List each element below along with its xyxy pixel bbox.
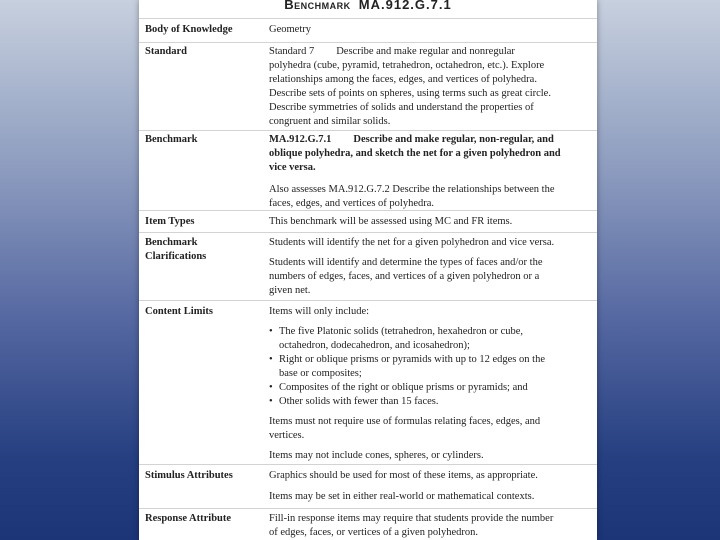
stimulus-p2: Items may be set in either real-world or mathematical contexts. (269, 491, 535, 502)
list-item: • Right or oblique prisms or pyramids with up to 12 edges on the base or composites; (269, 353, 597, 381)
label-stimulus-attributes: Stimulus Attributes (145, 470, 233, 481)
row-benchmark-clarifications (139, 232, 597, 301)
clarification-line: Students will identify and determine the types of faces and/or the (269, 257, 543, 268)
clarification-p1: Students will identify the net for a given polyhedron and vice versa. (269, 237, 555, 248)
label-content-limits: Content Limits (145, 306, 213, 317)
value-benchmark-clarifications (269, 236, 597, 298)
content-limits-line: Items must not require use of formulas relating faces, edges, and (269, 416, 541, 427)
list-item: • The five Platonic solids (tetrahedron, hexahedron or cube, octahedron, dodecahedron, and icosahedron); (269, 325, 597, 353)
benchmark-also-line: faces, edges, and vertices of polyhedra. (269, 198, 435, 209)
row-benchmark (139, 130, 597, 211)
value-benchmark (269, 133, 597, 211)
value-response-attribute (269, 512, 597, 540)
content-limits-intro: Items will only include: (269, 306, 370, 317)
label-body-of-knowledge: Body of Knowledge (145, 24, 233, 35)
list-item: • Other solids with fewer than 15 faces. (269, 395, 597, 409)
benchmark-line: vice versa. (269, 162, 316, 173)
content-limits-line: vertices. (269, 430, 305, 441)
standard-number: Standard 7 (269, 46, 315, 57)
document-title (139, 0, 597, 15)
title-code: MA.912.G.7.1 (358, 0, 452, 12)
row-item-types (139, 210, 597, 233)
row-content-limits (139, 300, 597, 465)
benchmark-code: MA.912.G.7.1 (269, 134, 332, 145)
standard-line: congruent and similar solids. (269, 116, 391, 127)
row-stimulus-attributes (139, 464, 597, 509)
label-benchmark-clarifications (145, 236, 263, 264)
value-stimulus-attributes (269, 469, 597, 504)
standard-line: relationships among the faces, edges, and vertices of polyhedra. (269, 74, 537, 85)
value-item-types: This benchmark will be assessed using MC and FR items. (269, 216, 513, 227)
content-limits-list (269, 325, 597, 409)
content-limits-p3: Items may not include cones, spheres, or cylinders. (269, 450, 484, 461)
benchmark-line: oblique polyhedra, and sketch the net for a given polyhedron and (269, 148, 561, 159)
response-line: of edges, faces, or vertices of a given polyhedron. (269, 527, 479, 538)
value-content-limits (269, 305, 597, 463)
label-benchmark: Benchmark (145, 134, 198, 145)
benchmark-also-line: Also assesses MA.912.G.7.2 Describe the relationships between the (269, 184, 555, 195)
standard-line: Describe symmetries of solids and understand the properties of (269, 102, 534, 113)
value-body-of-knowledge: Geometry (269, 24, 311, 35)
label-item-types: Item Types (145, 216, 195, 227)
stimulus-p1: Graphics should be used for most of these items, as appropriate. (269, 470, 538, 481)
standard-line: Describe sets of points on spheres, using terms such as great circle. (269, 88, 551, 99)
title-prefix: Benchmark (284, 0, 351, 12)
label-response-attribute: Response Attribute (145, 513, 232, 524)
response-line: Fill-in response items may require that students provide the number (269, 513, 554, 524)
standard-line: Describe and make regular and nonregular (336, 46, 515, 57)
label-line: Benchmark (145, 237, 198, 248)
row-standard (139, 42, 597, 131)
benchmark-line: Describe and make regular, non-regular, and (353, 134, 554, 145)
row-body-of-knowledge (139, 18, 597, 43)
label-line: Clarifications (145, 251, 207, 262)
label-standard: Standard (145, 46, 188, 57)
clarification-line: given net. (269, 285, 311, 296)
row-response-attribute (139, 508, 597, 540)
clarification-line: numbers of edges, faces, and vertices of a given polyhedron or a (269, 271, 540, 282)
list-item: • Composites of the right or oblique prisms or pyramids; and (269, 381, 597, 395)
value-standard (269, 45, 597, 129)
standard-line: polyhedra (cube, pyramid, tetrahedron, octahedron, etc.). Explore (269, 60, 545, 71)
benchmark-document (139, 0, 597, 540)
